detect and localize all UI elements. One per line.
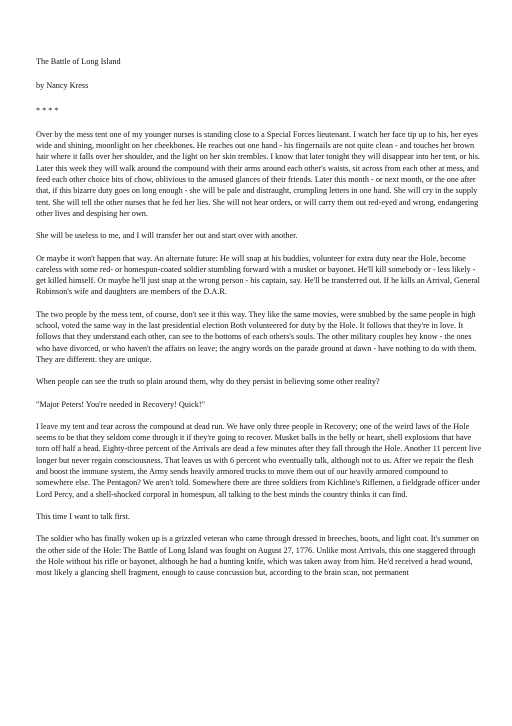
story-byline: by Nancy Kress — [36, 81, 89, 91]
paragraph: Or maybe it won't happen that way. An alternate future: He will snap at his buddies, volunteer for extra duty near the Hole, become careless with some red- or homespun-coated soldier stumbling forward with a musket or bayonet. He'll kill somebody or - less likely - get killed himself. Or maybe he'll just snap at the wrong person - his captain, say. He'll be transferred out. If he kills an Arrival, General Robinson's wife and daughters are members of the D.A.R. — [36, 253, 480, 297]
paragraph: She will be useless to me, and I will transfer her out and start over with another. — [36, 231, 298, 241]
paragraph: This time I want to talk first. — [36, 511, 130, 521]
paragraph: "Major Peters! You're needed in Recovery! Quick!" — [36, 399, 205, 409]
paragraph: When people can see the truth so plain around them, why do they persist in believing some other reality? — [36, 377, 380, 387]
paragraph: The soldier who has finally woken up is a grizzled veteran who came through dressed in breeches, boots, and light coat. It's summer on the other side of the Hole: The Battle of Long Island was fought on August 27, 1776. Unlike most Arrivals, this one staggered through the Hole without his rifle or bayonet, although he had a hunting knife, which was taken away from him. He'd received a head wound, most likely a glancing shell fragment, enough to cause concussion but, according to the brain scan, not permanent — [36, 534, 480, 578]
story-title: The Battle of Long Island — [36, 57, 121, 66]
paragraph: Over by the mess tent one of my younger nurses is standing close to a Special Forces lieutenant. I watch her face tip up to his, her eyes wide and shining, moonlight on her cheekbones. He reaches out one hand - his fingernails are not quite clean - and touches her brown hair where it falls over her shoulder, and the light on her skin trembles. I know that later tonight they will disappear into her tent, or his. Later this week they will walk around the compound with their arms around each other's waists, sit across from each other at mess, and feed each other choice bits of chow, oblivious to the amused glances of their friends. Later this month - or next month, or the one after that, if this bizarre duty goes on long enough - she will be pale and distraught, crumpling letters in one hand. She will cry in the supply tent. She will tell the other nurses that he fed her lies. She will not hear orders, or will carry them out red-eyed and wrong, endangering other lives and despising her own. — [36, 129, 480, 218]
paragraph: The two people by the mess tent, of course, don't see it this way. They like the same movies, were snubbed by the same people in high school, voted the same way in the last presidential election Both volunteered for duty by the Hole. It follows that they're in love. It follows that they understand each other, can see to the bottoms of each others's souls. The other military couples hey know - the ones who have divorced, or who haven't the affairs on leave; the angry words on the parade ground at dawn - have nothing to do with them. They are different. they are unique. — [36, 309, 477, 364]
paragraph: I leave my tent and tear across the compound at dead run. We have only three people in Recovery; one of the weird laws of the Hole seems to be that they seldom come through it if they're going to recover. Musket balls in the belly or heart, shell explosions that have torn off half a head. Eighty-three percent of the Arrivals are dead a few minutes after they fall through the Hole. Another 11 percent live longer but never regain consciousness. That leaves us with 6 percent who eventually talk, although not to us. After we repair the flesh and boost the immune system, the Army sends heavily armored trucks to move them out of our heavily armored compound to somewhere else. The Pentagon? We aren't told. Somewhere there are three soldiers from Kichline's Riflemen, a fieldgrade officer under Lord Percy, and a shell-shocked corporal in homespun, all talking to the best minds the country thinks it can find. — [36, 421, 482, 499]
section-separator: * * * * — [36, 105, 59, 115]
